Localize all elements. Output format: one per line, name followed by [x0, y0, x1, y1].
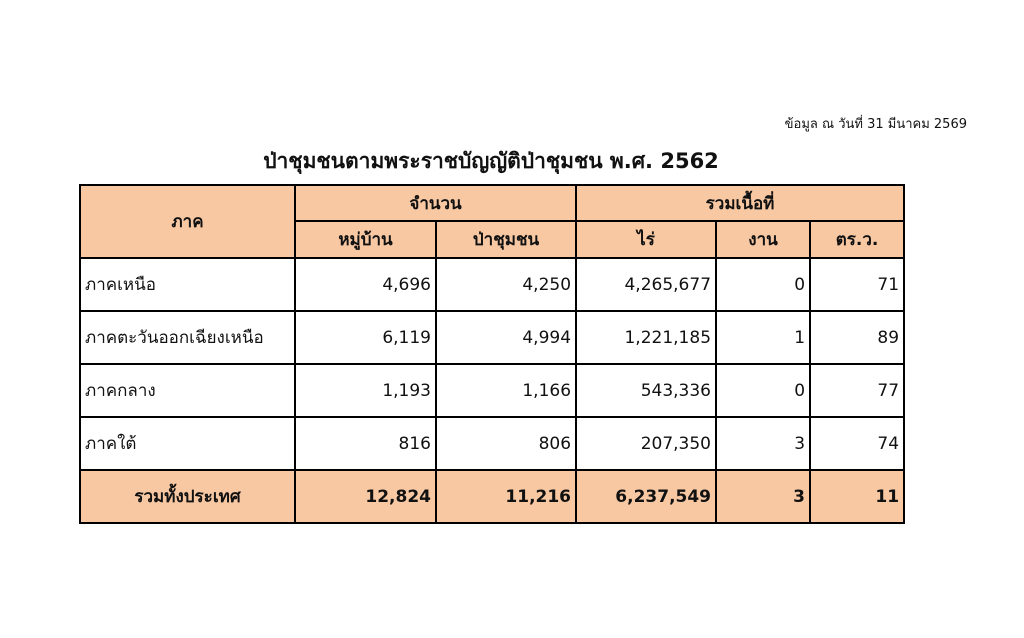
row-forests: 806 — [436, 417, 576, 470]
row-ngan: 0 — [716, 258, 810, 311]
header-row-group — [80, 185, 904, 221]
header-count: จำนวน — [295, 185, 576, 221]
header-region: ภาค — [80, 185, 295, 258]
row-ngan: 3 — [716, 417, 810, 470]
row-sq-wa: 71 — [810, 258, 904, 311]
row-sq-wa: 77 — [810, 364, 904, 417]
header-area: รวมเนื้อที่ — [576, 185, 904, 221]
row-rai: 543,336 — [576, 364, 716, 417]
total-row — [80, 470, 904, 523]
header-ngan: งาน — [716, 221, 810, 258]
total-rai: 6,237,549 — [576, 470, 716, 523]
row-ngan: 0 — [716, 364, 810, 417]
row-villages: 816 — [295, 417, 436, 470]
row-forests: 1,166 — [436, 364, 576, 417]
header-forests: ป่าชุมชน — [436, 221, 576, 258]
total-ngan: 3 — [716, 470, 810, 523]
table-title: ป่าชุมชนตามพระราชบัญญัติป่าชุมชน พ.ศ. 2562 — [263, 149, 719, 173]
row-villages: 1,193 — [295, 364, 436, 417]
row-rai: 1,221,185 — [576, 311, 716, 364]
total-forests: 11,216 — [436, 470, 576, 523]
row-villages: 4,696 — [295, 258, 436, 311]
data-as-of-note: ข้อมูล ณ วันที่ 31 มีนาคม 2569 — [784, 117, 967, 132]
header-villages: หมู่บ้าน — [295, 221, 436, 258]
row-forests: 4,994 — [436, 311, 576, 364]
row-rai: 4,265,677 — [576, 258, 716, 311]
row-sq-wa: 74 — [810, 417, 904, 470]
header-rai: ไร่ — [576, 221, 716, 258]
total-region: รวมทั้งประเทศ — [80, 470, 295, 523]
row-region: ภาคใต้ — [80, 417, 295, 470]
row-forests: 4,250 — [436, 258, 576, 311]
row-villages: 6,119 — [295, 311, 436, 364]
row-region: ภาคกลาง — [80, 364, 295, 417]
row-region: ภาคเหนือ — [80, 258, 295, 311]
table-row — [80, 364, 904, 417]
row-sq-wa: 89 — [810, 311, 904, 364]
total-sq-wa: 11 — [810, 470, 904, 523]
table-row — [80, 258, 904, 311]
row-ngan: 1 — [716, 311, 810, 364]
table-row — [80, 311, 904, 364]
row-rai: 207,350 — [576, 417, 716, 470]
community-forest-table — [79, 184, 905, 524]
table-row — [80, 417, 904, 470]
row-region: ภาคตะวันออกเฉียงเหนือ — [80, 311, 295, 364]
total-villages: 12,824 — [295, 470, 436, 523]
header-sq-wa: ตร.ว. — [810, 221, 904, 258]
